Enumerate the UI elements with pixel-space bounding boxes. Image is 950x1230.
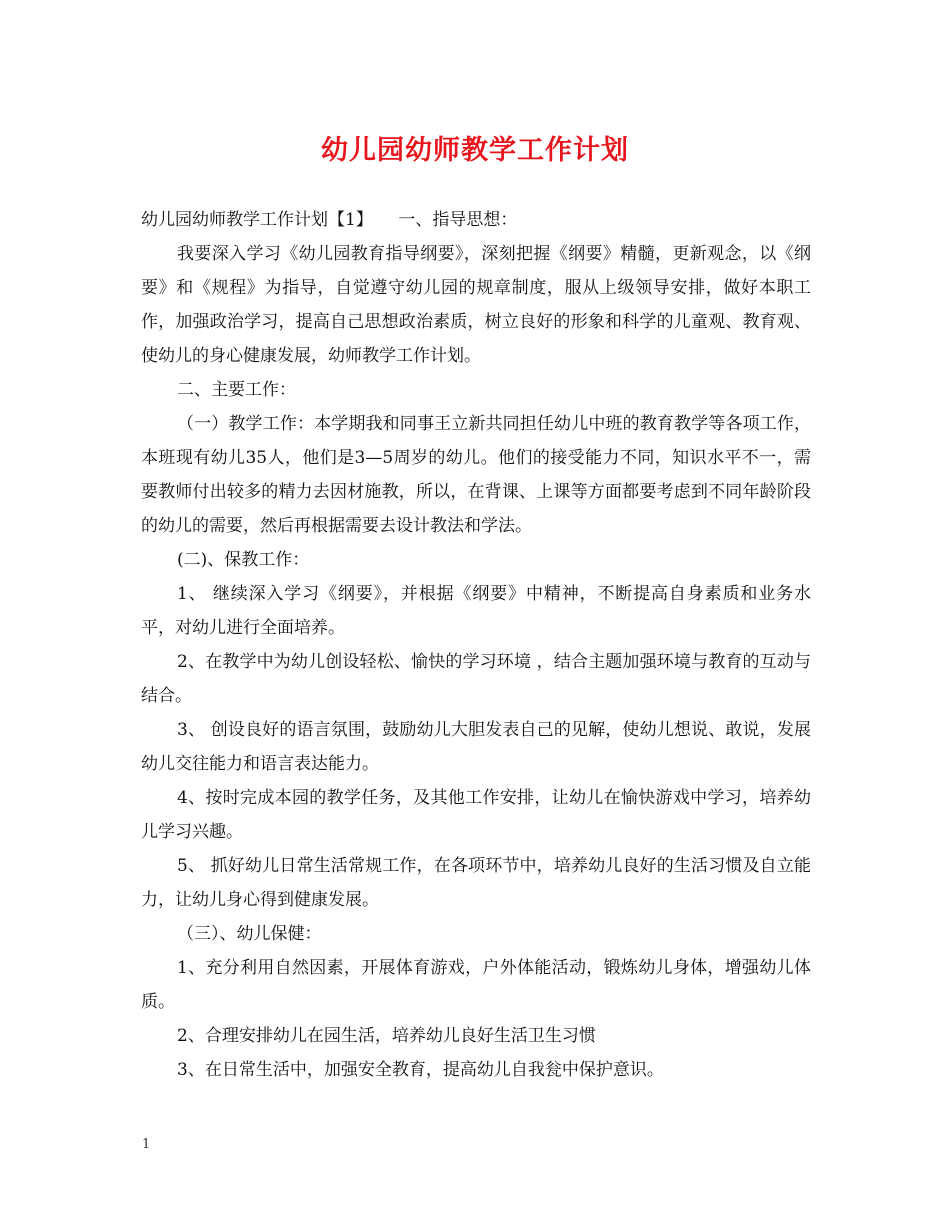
paragraph-intro: 幼儿园幼师教学工作计划【1】 一、指导思想：	[141, 210, 518, 230]
heading-care-education: (二)、保教工作：	[177, 550, 310, 570]
paragraph-teaching-work: （一）教学工作：本学期我和同事王立新共同担任幼儿中班的教育教学等各项工作，本班现有幼儿35人，他们是3—5周岁的幼儿。他们的接受能力不同，知识水平不一，需要教师付出较多的精力去因材施教，所以，在背课、上课等方面都要考虑到不同年龄阶段的幼儿的需要，然后再根据需要去设计教法和学法。	[141, 414, 811, 536]
paragraph-health-item-1: 1、充分利用自然因素，开展体育游戏，户外体能活动，锻炼幼儿身体，增强幼儿体质。	[141, 958, 811, 1012]
paragraph-care-item-1: 1、 继续深入学习《纲要》，并根据《纲要》中精神，不断提高自身素质和业务水平，对幼儿进行全面培养。	[141, 584, 811, 638]
paragraph-care-item-3: 3、 创设良好的语言氛围，鼓励幼儿大胆发表自己的见解，使幼儿想说、敢说，发展幼儿交往能力和语言表达能力。	[141, 720, 811, 774]
paragraph-care-item-5: 5、 抓好幼儿日常生活常规工作，在各项环节中，培养幼儿良好的生活习惯及自立能力，让幼儿身心得到健康发展。	[141, 856, 811, 910]
paragraph-guiding-thought: 我要深入学习《幼儿园教育指导纲要》，深刻把握《纲要》精髓，更新观念，以《纲要》和《规程》为指导，自觉遵守幼儿园的规章制度，服从上级领导安排，做好本职工作，加强政治学习，提高自己思想政治素质，树立良好的形象和科学的儿童观、教育观、使幼儿的身心健康发展，幼师教学工作计划。	[141, 244, 811, 366]
paragraph-care-item-4: 4、按时完成本园的教学任务，及其他工作安排，让幼儿在愉快游戏中学习，培养幼儿学习兴趣。	[141, 788, 811, 842]
document-body	[141, 203, 811, 1087]
paragraph-health-item-2: 2、合理安排幼儿在园生活，培养幼儿良好生活卫生习惯	[177, 1026, 596, 1046]
paragraph-health-item-3: 3、在日常生活中，加强安全教育，提高幼儿自我瓮中保护意识。	[177, 1060, 664, 1080]
heading-health-care: （三）、幼儿保健：	[177, 924, 322, 944]
paragraph-care-item-2: 2、在教学中为幼儿创设轻松、愉快的学习环境 ，结合主题加强环境与教育的互动与结合。	[141, 652, 811, 706]
document-title: 幼儿园幼师教学工作计划	[321, 135, 629, 166]
page-number: 1	[142, 1137, 151, 1152]
heading-main-work: 二、主要工作：	[177, 380, 296, 400]
